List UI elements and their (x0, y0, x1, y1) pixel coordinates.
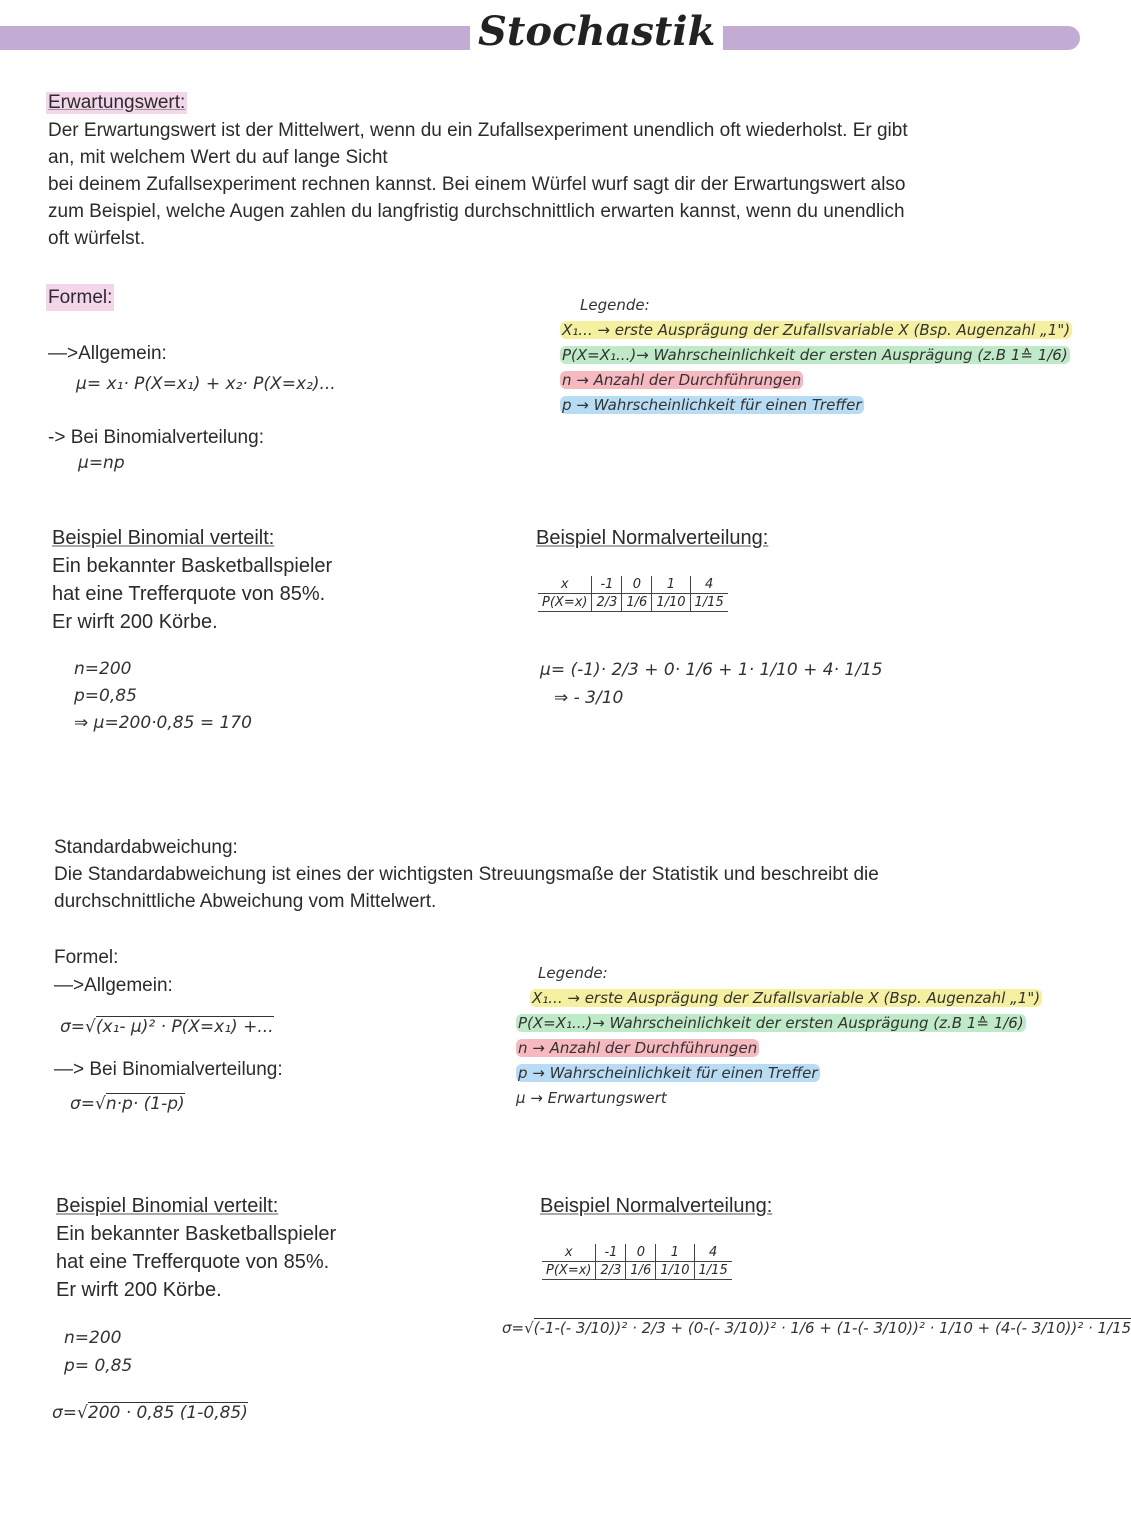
beispiel-binomial (56, 1192, 336, 1304)
table-cell: 1/6 (622, 594, 652, 612)
beispiel-normal-heading: Beispiel Normalverteilung: (536, 527, 769, 549)
table-cell: 4 (694, 1244, 732, 1262)
table-cell: 1/10 (656, 1262, 694, 1280)
beispiel-binomial-heading: Beispiel Binomial verteilt: (56, 1195, 279, 1217)
erwartungswert-definition (48, 117, 1048, 252)
definition-line: Die Standardabweichung ist eines der wichtigsten Streuungsmaße der Statistik und beschreibt die (54, 864, 879, 885)
table-cell: 1 (656, 1244, 694, 1262)
table-cell: 2/3 (596, 1262, 626, 1280)
sigma-prefix: σ= (52, 1403, 78, 1423)
table-row-label: x (538, 576, 592, 594)
value-table (542, 1244, 732, 1280)
beispiel-binomial-calc (64, 1324, 132, 1380)
calc-line: p= 0,85 (64, 1356, 133, 1376)
beispiel-normal-sigma (502, 1318, 1131, 1337)
legende-item: P(X=X₁...)→ Wahrscheinlichkeit der ersten Ausprägung (z.B 1≙ 1/6) (562, 346, 1068, 364)
beispiel-binomial-calc (74, 656, 252, 737)
table-row-label: x (542, 1244, 596, 1262)
legende-item: X₁... → erste Ausprägung der Zufallsvariable X (Bsp. Augenzahl „1") (532, 989, 1041, 1007)
legende-item: n → Anzahl der Durchführungen (518, 1039, 758, 1057)
table-cell: -1 (596, 1244, 626, 1262)
legende-item: μ → Erwartungswert (516, 1089, 667, 1107)
legende-item: X₁... → erste Ausprägung der Zufallsvariable X (Bsp. Augenzahl „1") (562, 321, 1071, 339)
table-cell: 1/6 (626, 1262, 656, 1280)
table-cell: 0 (626, 1244, 656, 1262)
table-cell: 1/15 (694, 1262, 732, 1280)
calc-line: n=200 (74, 659, 132, 679)
sigma-prefix: σ= (502, 1319, 525, 1337)
value-table (538, 576, 728, 612)
allgemein-label: —>Allgemein: (48, 343, 167, 364)
legende-title: Legende: (580, 296, 650, 314)
legende-box (516, 964, 1056, 1114)
beispiel-binomial-sigma (52, 1402, 248, 1423)
formel-label: Formel: (54, 947, 119, 968)
table-cell: 1/15 (690, 594, 728, 612)
table-cell: 2/3 (592, 594, 622, 612)
table-row-label: P(X=x) (542, 1262, 596, 1280)
table-cell: 0 (622, 576, 652, 594)
beispiel-text: Er wirft 200 Körbe. (52, 611, 218, 633)
sqrt-icon: √ (524, 1319, 534, 1337)
sqrt-icon: √ (77, 1403, 88, 1423)
sqrt-icon: √ (95, 1094, 106, 1114)
definition-line: oft würfelst. (48, 228, 146, 249)
beispiel-binomial (52, 524, 332, 636)
beispiel-text: Ein bekannter Basketballspieler (56, 1223, 337, 1245)
table-row-label: P(X=x) (538, 594, 592, 612)
definition-line: durchschnittliche Abweichung vom Mittelwert. (54, 891, 437, 912)
binomial-label: -> Bei Binomialverteilung: (48, 427, 264, 448)
sqrt-content: (-1-(- 3/10))² · 2/3 + (0-(- 3/10))² · 1/6 + (1-(- 3/10))² · 1/10 + (4-(- 3/10))² · 1/15 (533, 1319, 1131, 1337)
beispiel-normal-heading: Beispiel Normalverteilung: (540, 1195, 773, 1217)
allgemein-formula: μ= x₁· P(X=x₁) + x₂· P(X=x₂)... (76, 374, 336, 394)
table-cell: 4 (690, 576, 728, 594)
beispiel-text: Er wirft 200 Körbe. (56, 1279, 222, 1301)
erwartungswert-heading: Erwartungswert: (48, 92, 186, 113)
sqrt-content: n·p· (1-p) (105, 1094, 185, 1114)
sqrt-icon: √ (85, 1017, 96, 1037)
legende-item: n → Anzahl der Durchführungen (562, 371, 802, 389)
binomial-formula: μ=np (78, 453, 125, 473)
definition-line: Der Erwartungswert ist der Mittelwert, wenn du ein Zufallsexperiment unendlich oft wiederholst. Er gibt (48, 120, 908, 141)
table-cell: 1/10 (652, 594, 690, 612)
calc-line: p=0,85 (74, 686, 137, 706)
sqrt-content: 200 · 0,85 (1-0,85) (87, 1403, 248, 1423)
calc-line: ⇒ - 3/10 (554, 688, 624, 708)
calc-line: ⇒ μ=200·0,85 = 170 (74, 713, 252, 733)
legende-item: p → Wahrscheinlichkeit für einen Treffer (562, 396, 862, 414)
beispiel-binomial-heading: Beispiel Binomial verteilt: (52, 527, 275, 549)
legende-box (560, 296, 1071, 421)
calc-line: n=200 (64, 1328, 122, 1348)
formel-label: Formel: (46, 284, 114, 311)
beispiel-text: Ein bekannter Basketballspieler (52, 555, 333, 577)
allgemein-label: —>Allgemein: (54, 975, 173, 996)
table-cell: -1 (592, 576, 622, 594)
legende-item: p → Wahrscheinlichkeit für einen Treffer (518, 1064, 818, 1082)
allgemein-formula (60, 1016, 274, 1037)
legende-title: Legende: (538, 964, 608, 982)
binomial-formula (70, 1093, 185, 1114)
sqrt-content: (x₁- μ)² · P(X=x₁) +... (95, 1017, 274, 1037)
definition-line: bei deinem Zufallsexperiment rechnen kannst. Bei einem Würfel wurf sagt dir der Erwartungswert also (48, 174, 906, 195)
sigma-prefix: σ= (60, 1017, 86, 1037)
sigma-prefix: σ= (70, 1094, 96, 1114)
standardabweichung-heading: Standardabweichung: (54, 837, 238, 858)
legende-item: P(X=X₁...)→ Wahrscheinlichkeit der ersten Ausprägung (z.B 1≙ 1/6) (518, 1014, 1024, 1032)
table-cell: 1 (652, 576, 690, 594)
beispiel-normal-calc (540, 656, 883, 712)
definition-line: an, mit welchem Wert du auf lange Sicht (48, 147, 388, 168)
beispiel-text: hat eine Trefferquote von 85%. (52, 583, 326, 605)
page-title: Stochastik (470, 8, 723, 55)
standardabweichung-definition (54, 861, 1054, 915)
calc-line: μ= (-1)· 2/3 + 0· 1/6 + 1· 1/10 + 4· 1/15 (540, 660, 883, 680)
beispiel-text: hat eine Trefferquote von 85%. (56, 1251, 330, 1273)
binomial-label: —> Bei Binomialverteilung: (54, 1059, 283, 1080)
definition-line: zum Beispiel, welche Augen zahlen du langfristig durchschnittlich erwarten kannst, wenn du unendlich (48, 201, 905, 222)
